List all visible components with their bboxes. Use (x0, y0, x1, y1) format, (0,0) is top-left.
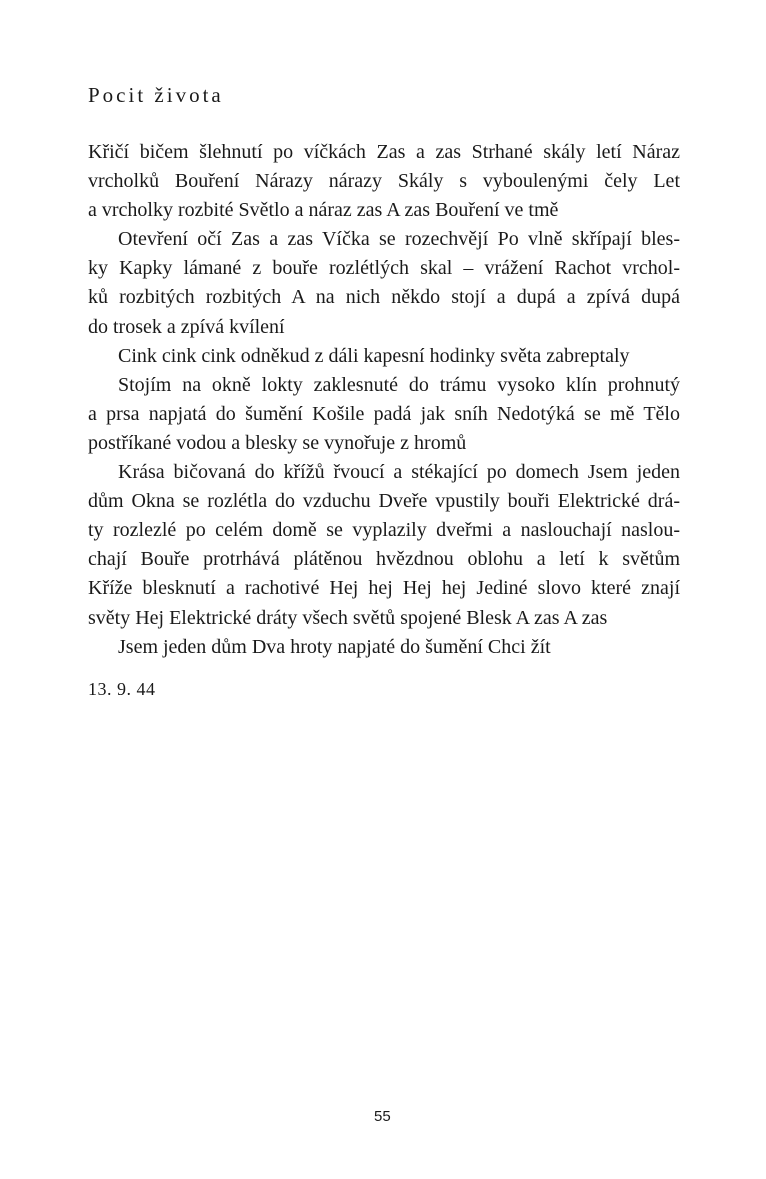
poem-line: Kříže blesknutí a rachotivé Hej hej Hej hej Jediné slovo které znají (88, 577, 680, 600)
poem-line: ků rozbitých rozbitých A na nich někdo stojí a dupá a zpívá dupá (88, 286, 680, 309)
poem-line: ky Kapky lámané z bouře rozlétlých skal – vrážení Rachot vrchol- (88, 257, 680, 280)
poem-line: chají Bouře protrhává plátěnou hvězdnou oblohu a letí k světům (88, 548, 680, 571)
poem-line: dům Okna se rozlétla do vzduchu Dveře vpustily bouři Elektrické drá- (88, 490, 680, 513)
poem-line: Cink cink cink odněkud z dáli kapesní hodinky světa zabreptaly (118, 344, 630, 367)
poem-title: Pocit života (88, 83, 224, 107)
page-number: 55 (374, 1108, 391, 1125)
poem-line: Stojím na okně lokty zaklesnuté do trámu vysoko klín prohnutý (118, 373, 680, 396)
poem-body (88, 138, 688, 662)
poem-date: 13. 9. 44 (88, 679, 156, 699)
poem-line: Otevření očí Zas a zas Víčka se rozechvějí Po vlně skřípají bles- (118, 228, 680, 251)
poem-line: světy Hej Elektrické dráty všech světů spojené Blesk A zas A zas (88, 606, 608, 629)
poem-line: do trosek a zpívá kvílení (88, 315, 285, 338)
poem-line: postříkané vodou a blesky se vynořuje z hromů (88, 431, 467, 454)
poem-line: Křičí bičem šlehnutí po víčkách Zas a zas Strhané skály letí Náraz (88, 141, 680, 163)
poem-line: Jsem jeden dům Dva hroty napjaté do šumění Chci žít (118, 635, 551, 658)
poem-line: Krása bičovaná do křížů řvoucí a stékající po domech Jsem jeden (118, 461, 680, 484)
poem-line: ty rozlezlé po celém domě se vyplazily dveřmi a naslouchají naslou- (88, 519, 680, 542)
poem-line: a vrcholky rozbité Světlo a náraz zas A zas Bouření ve tmě (88, 199, 559, 222)
poem-line: vrcholků Bouření Nárazy nárazy Skály s vyboulenými čely Let (88, 170, 680, 193)
poem-line: a prsa napjatá do šumění Košile padá jak sníh Nedotýká se mě Tělo (88, 402, 680, 425)
